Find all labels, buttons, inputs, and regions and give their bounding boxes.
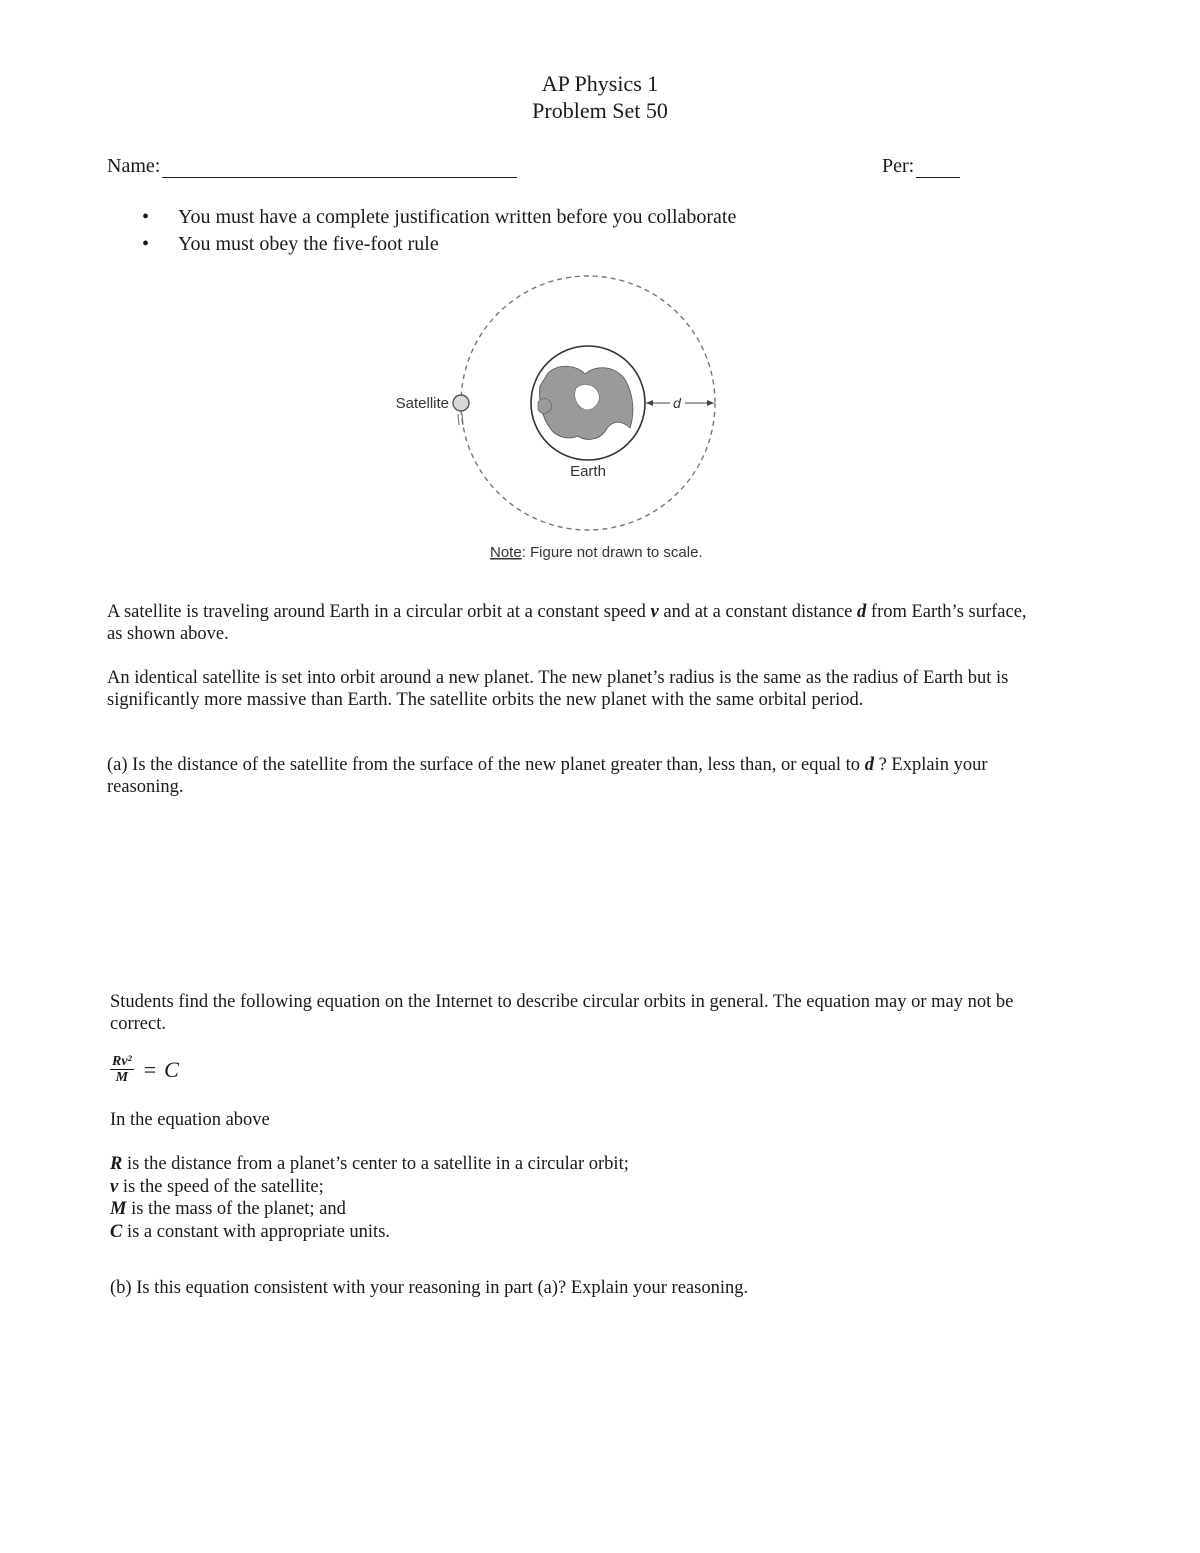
arrow-head-left-icon [646, 400, 653, 406]
equation-rhs: C [164, 1056, 179, 1082]
orbit-figure [380, 270, 730, 570]
arrow-head-right-icon [707, 400, 714, 406]
equation-fraction [110, 1054, 134, 1085]
equation-denominator: M [115, 1070, 129, 1085]
equation-lead: In the equation above [110, 1110, 270, 1130]
definition-symbol: R [110, 1154, 123, 1174]
definition-text: is the distance from a planet’s center to a satellite in a circular orbit; [122, 1154, 629, 1174]
bullet-icon: • [142, 233, 150, 255]
figure-note [490, 544, 703, 561]
header [0, 70, 1200, 124]
definition-item [110, 1153, 629, 1176]
definition-item [110, 1221, 629, 1244]
rules-list [140, 204, 736, 258]
intro-paragraph-1 [107, 601, 1027, 645]
note-label: Note [490, 544, 522, 561]
definition-item [110, 1176, 629, 1199]
rule-text: You must obey the five-foot rule [178, 233, 439, 255]
satellite-label: Satellite [395, 395, 449, 412]
period-blank-line[interactable] [916, 159, 960, 178]
intro-text: A satellite is traveling around Earth in a circular orbit at a constant speed [107, 602, 651, 622]
part-a-question [107, 754, 1027, 798]
definition-text: is the mass of the planet; and [126, 1199, 346, 1219]
variable-definitions [110, 1153, 629, 1243]
equation [110, 1054, 179, 1085]
bullet-icon: • [142, 206, 150, 228]
definition-symbol: v [110, 1176, 119, 1197]
definition-text: is the speed of the satellite; [118, 1176, 324, 1197]
orbit-diagram [380, 270, 730, 570]
name-blank-line[interactable] [162, 159, 517, 178]
course-title: AP Physics 1 [541, 71, 659, 96]
name-label: Name: [107, 155, 161, 177]
symbol-v: v [650, 602, 659, 622]
definition-symbol: C [110, 1221, 123, 1242]
earth-label: Earth [570, 463, 606, 480]
rule-item [140, 204, 736, 231]
rule-text: You must have a complete justification written before you collaborate [178, 206, 737, 228]
rule-item [140, 231, 736, 258]
distance-label: d [673, 395, 681, 411]
equation-numerator: Rv² [112, 1054, 132, 1069]
symbol-d: d [857, 602, 867, 622]
satellite-motion-mark [458, 414, 459, 425]
intro-text: from Earth’s surface, as shown above. [107, 602, 1027, 644]
period-field [882, 155, 960, 178]
note-text: : Figure not drawn to scale. [521, 544, 703, 561]
definition-text: is a constant with appropriate units. [122, 1221, 391, 1242]
equation-equals: = [143, 1056, 157, 1082]
intro-text: and at a constant distance [658, 602, 858, 622]
question-text: ? Explain your reasoning. [107, 755, 988, 797]
definition-symbol: M [110, 1199, 127, 1219]
definition-item [110, 1198, 629, 1221]
period-label: Per: [882, 155, 915, 177]
name-field [107, 155, 517, 178]
satellite-icon [453, 395, 469, 411]
equation-intro: Students find the following equation on the Internet to describe circular orbits in general. The equation may or may not be correct. [110, 992, 1014, 1034]
part-b-question: (b) Is this equation consistent with your reasoning in part (a)? Explain your reasoning. [110, 1278, 749, 1298]
question-text: (a) Is the distance of the satellite from the surface of the new planet greater than, less than, or equal to [107, 755, 865, 775]
intro-paragraph-2: An identical satellite is set into orbit around a new planet. The new planet’s radius is the same as the radius of Earth but is significantly more massive than Earth. The satellite orbits the new planet with the same orbital period. [107, 668, 1009, 710]
problem-set-title: Problem Set 50 [532, 98, 668, 123]
symbol-d: d [864, 755, 874, 775]
